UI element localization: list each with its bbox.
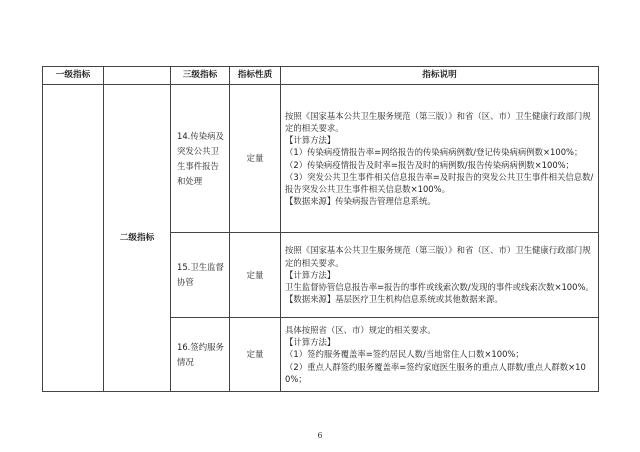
indicator-name: 15.卫生监督协管: [171, 233, 230, 318]
desc-line: （1）签约服务覆盖率=签约居民人数/当地常住人口数×100%；: [285, 349, 524, 360]
desc-line: 卫生监督协管信息报告率=报告的事件或线索次数/发现的事件或线索次数×100%。: [285, 282, 594, 293]
table-header-row: [43, 67, 599, 85]
desc-line: 按照《国家基本公共卫生服务规范（第三版）》和省（区、市）卫生健康行政部门规定的相关要求。: [285, 245, 591, 268]
indicator-table: [42, 66, 599, 392]
desc-line: （1）传染病疫情报告率=网络报告的传染病病例数/登记传染病病例数×100%；: [285, 147, 583, 158]
indicator-name: 14.传染病及突发公共卫生事件报告和处理: [171, 85, 230, 233]
indicator-nature: 定量: [230, 233, 281, 318]
page-number: 6: [317, 431, 323, 440]
header-level3: 三级指标: [171, 67, 230, 85]
indicator-nature: 定量: [230, 85, 281, 233]
desc-line: 【数据来源】基层医疗卫生机构信息系统或其他数据来源。: [285, 294, 503, 305]
level2-cell: 二级指标: [104, 85, 171, 392]
header-description: 指标说明: [281, 67, 599, 85]
header-level1: 一级指标: [43, 67, 104, 85]
level1-cell: [43, 85, 104, 392]
desc-line: 按照《国家基本公共卫生服务规范（第三版）》和省（区、市）卫生健康行政部门规定的相关要求。: [285, 110, 591, 133]
desc-line: （2）传染病疫情报告及时率=报告及时的病例数/报告传染病病例数×100%；: [285, 159, 575, 170]
indicator-description: [281, 318, 599, 392]
desc-line: 具体按照省（区、市）规定的相关要求。: [285, 324, 436, 335]
desc-line: 【数据来源】传染病报告管理信息系统。: [285, 196, 436, 207]
header-nature: 指标性质: [230, 67, 281, 85]
indicator-description: [281, 233, 599, 318]
header-blank: [104, 67, 171, 85]
indicator-name: 16.签约服务情况: [171, 318, 230, 392]
desc-line: （3）突发公共卫生事件相关信息报告率=及时报告的突发公共卫生事件相关信息数/报告突发公共卫生事件相关信息数×100%。: [285, 171, 594, 194]
desc-line: 【计算方法】: [285, 337, 336, 348]
indicator-nature: 定量: [230, 318, 281, 392]
desc-line: （2）重点人群签约服务覆盖率=签约家庭医生服务的重点人群数/重点人群数×100%；: [285, 361, 586, 384]
desc-line: 【计算方法】: [285, 269, 336, 280]
indicator-description: [281, 85, 599, 233]
desc-line: 【计算方法】: [285, 135, 336, 146]
table-row: [43, 85, 599, 233]
